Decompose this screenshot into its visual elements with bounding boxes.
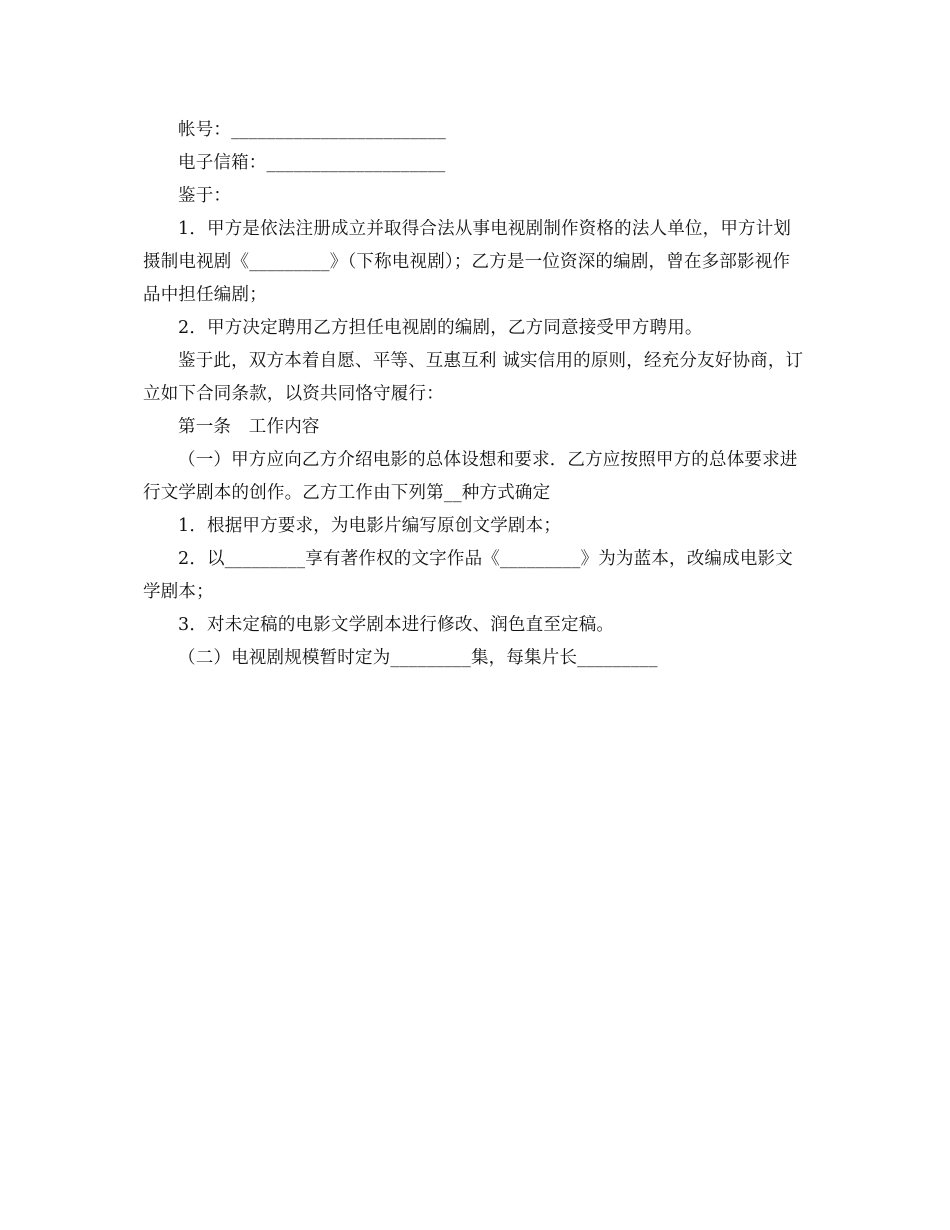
account-field-line: 帐号：________________________	[178, 120, 446, 140]
article-1-section-1: （一）甲方应向乙方介绍电影的总体设想和要求．乙方应按照甲方的总体要求进行文学剧本的创作。乙方工作由下列第__种方式确定	[143, 450, 798, 503]
work-mode-option-2: 2．以_________享有著作权的文字作品《_________》为为蓝本，改编成电影文学剧本；	[143, 549, 793, 602]
whereas-heading: 鉴于：	[178, 186, 232, 206]
work-mode-option-1: 1．根据甲方要求，为电影片编写原创文学剧本；	[178, 516, 562, 536]
work-mode-option-3: 3．对未定稿的电影文学剧本进行修改、润色直至定稿。	[178, 615, 615, 635]
document-body	[143, 114, 807, 675]
agreement-preamble: 鉴于此，双方本着自愿、平等、互惠互利 诚实信用的原则，经充分友好协商，订立如下合同条款，以资共同恪守履行：	[143, 351, 804, 404]
email-field-line: 电子信箱：____________________	[178, 153, 446, 173]
article-1-section-2: （二）电视剧规模暂时定为_________集，每集片长_________	[178, 648, 658, 668]
whereas-clause-2: 2．甲方决定聘用乙方担任电视剧的编剧，乙方同意接受甲方聘用。	[178, 318, 703, 338]
whereas-clause-1: 1．甲方是依法注册成立并取得合法从事电视剧制作资格的法人单位，甲方计划摄制电视剧《_________》（下称电视剧）；乙方是一位资深的编剧，曾在多部影视作品中担任编剧；	[143, 219, 792, 305]
article-1-heading: 第一条 工作内容	[178, 417, 320, 437]
